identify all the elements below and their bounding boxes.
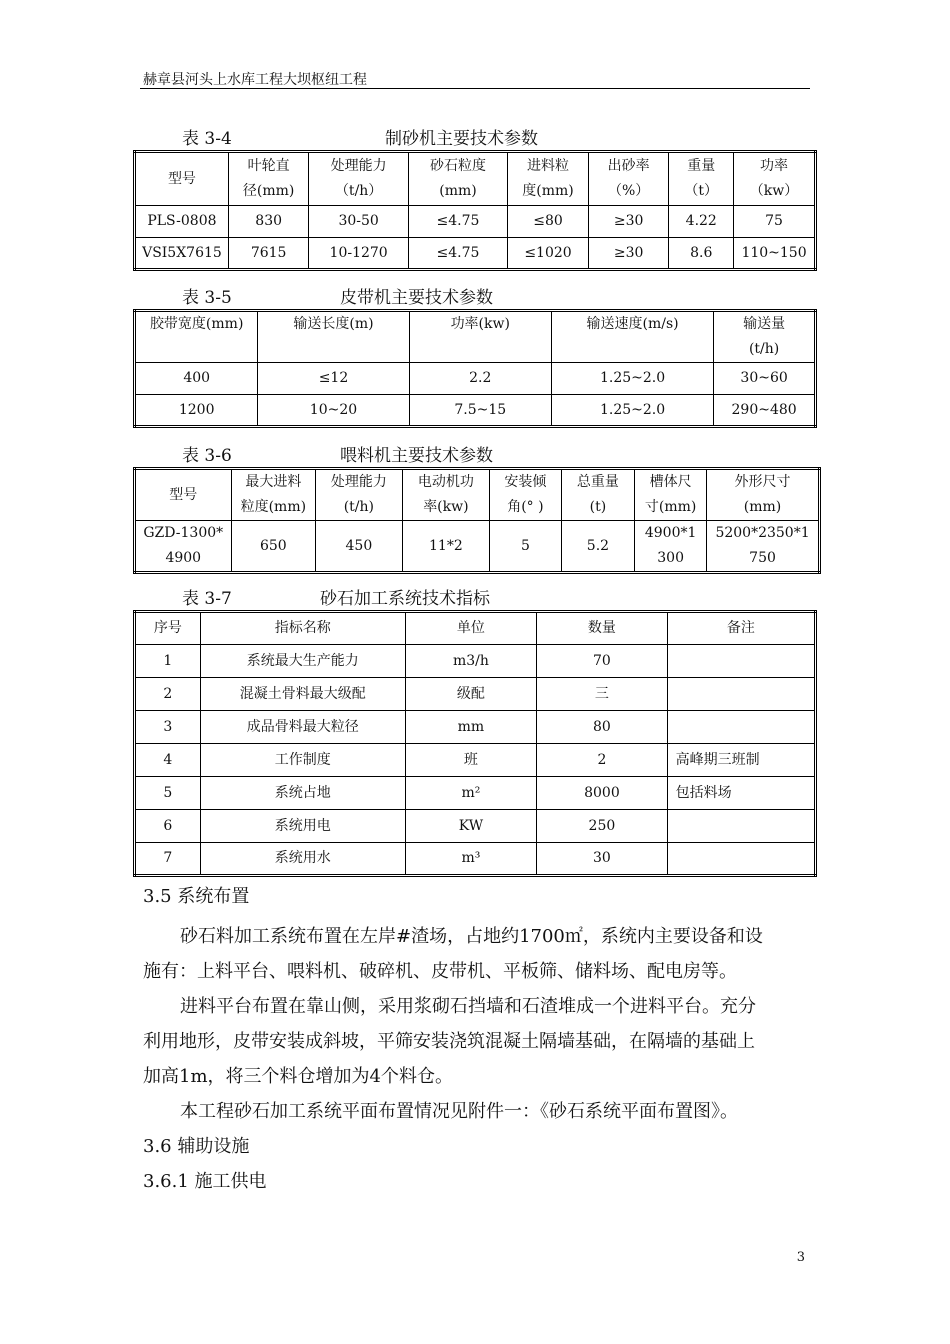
table-3-5-cell — [551, 395, 713, 427]
table-3-7-cell-text: 250 — [588, 817, 616, 834]
table-row — [135, 521, 820, 573]
table-3-7-header-cell — [405, 612, 536, 645]
table-3-6-header-cell-text: 安装倾 — [504, 474, 547, 490]
table-3-5-cell — [258, 363, 409, 395]
header-divider — [140, 88, 810, 89]
table-3-6-header-cell-text: 外形尺寸 — [734, 474, 791, 490]
table-3-6-header-cell-text: 型号 — [169, 486, 198, 503]
table-3-7-cell — [667, 711, 815, 744]
table-3-4-header-cell-text: 功率 — [760, 158, 789, 174]
table-row — [135, 843, 816, 876]
table-3-6 — [133, 467, 821, 574]
table-3-5-cell-text: 30~60 — [740, 370, 788, 386]
paragraph-2-line-3: 加高1m，将三个料仓增加为4个料仓。 — [143, 1066, 453, 1087]
table-3-4-cell — [228, 206, 309, 238]
table-3-5-cell-text: 1.25~2.0 — [599, 401, 666, 418]
table-3-4-cell — [508, 238, 589, 270]
paragraph-3: 本工程砂石加工系统平面布置情况见附件一：《砂石系统平面布置图》。 — [180, 1101, 738, 1122]
table-3-7-cell-text: 系统用电 — [274, 817, 331, 834]
table-3-7-cell — [405, 645, 536, 678]
table-3-7-cell-text: 高峰期三班制 — [675, 751, 760, 768]
table-3-7-cell — [537, 843, 667, 876]
table-3-4-cell-text: ≤4.75 — [436, 213, 480, 229]
table-3-6-cell-text: 750 — [749, 550, 776, 566]
table-3-6-header-cell — [635, 469, 707, 521]
table-3-6-cell — [490, 521, 562, 573]
table-3-7-cell — [135, 645, 201, 678]
table-3-7-cell-text: 系统最大生产能力 — [246, 652, 359, 669]
table-3-4-header-cell-text: 进料粒 — [527, 158, 569, 174]
table-3-6-header-cell-text: 角(° ) — [507, 499, 544, 515]
table-3-7-cell — [537, 744, 667, 777]
table-3-7-cell-text: m³ — [461, 850, 481, 866]
table-3-6-header-cell — [316, 469, 403, 521]
table-3-7-cell — [200, 777, 405, 810]
table-3-7-cell-text: 80 — [593, 718, 611, 735]
table-3-7-cell — [537, 645, 667, 678]
table-3-4-cell-text: 8.6 — [690, 244, 713, 261]
table-3-4-label: 表 3-4 — [182, 129, 232, 149]
section-3-6-1-heading: 3.6.1 施工供电 — [143, 1171, 267, 1192]
table-3-7-cell-text: KW — [458, 817, 484, 834]
table-3-5-cell-text: 400 — [183, 370, 211, 386]
table-3-6-header-cell — [561, 469, 635, 521]
table-3-4-header-cell-text: 型号 — [167, 170, 196, 187]
table-3-4-header-cell-text: （%） — [607, 183, 650, 199]
table-3-5-cell — [135, 395, 258, 427]
table-3-6-cell-text: 450 — [345, 537, 373, 554]
table-3-7-cell — [405, 777, 536, 810]
table-3-5-cell — [714, 363, 816, 395]
table-3-4-header-cell-text: 度(mm) — [522, 183, 574, 199]
table-3-4-header-cell-text: 径(mm) — [242, 183, 295, 199]
table-3-5-cell-text: 2.2 — [469, 370, 492, 386]
table-3-4-cell-text: 7615 — [250, 244, 287, 261]
table-3-7-header-cell — [135, 612, 201, 645]
table-3-5-header-cell — [409, 311, 551, 363]
table-3-5-header-cell — [551, 311, 713, 363]
table-3-5-header-cell — [714, 311, 816, 363]
table-3-4-title: 制砂机主要技术参数 — [385, 129, 538, 149]
table-row — [135, 777, 816, 810]
table-3-4-cell — [508, 206, 589, 238]
table-3-6-title: 喂料机主要技术参数 — [340, 446, 493, 466]
table-3-4-cell — [588, 206, 669, 238]
table-3-7-cell — [405, 711, 536, 744]
table-3-6-header-cell — [135, 469, 232, 521]
table-3-7-cell — [537, 678, 667, 711]
table-3-7-cell-text: 4 — [163, 751, 173, 768]
table-3-6-cell — [561, 521, 635, 573]
table-3-4-cell — [408, 238, 507, 270]
table-3-7-cell — [405, 843, 536, 876]
table-3-4-cell-text: VSI5X7615 — [142, 244, 222, 261]
table-3-4-header-cell — [508, 152, 589, 206]
table-3-7-cell-text: 班 — [463, 751, 478, 768]
table-3-7-cell-text: 3 — [163, 718, 173, 735]
table-header-row — [135, 612, 816, 645]
table-3-7-cell-text: 70 — [593, 652, 611, 669]
table-3-6-header-cell — [707, 469, 820, 521]
table-3-5-cell — [135, 363, 258, 395]
table-3-4-header-cell-text: 叶轮直 — [247, 158, 290, 174]
table-3-4-cell — [588, 238, 669, 270]
table-3-6-cell — [231, 521, 316, 573]
table-3-7-cell — [537, 777, 667, 810]
table-3-7-cell — [135, 777, 201, 810]
table-3-4-header-cell-text: 砂石粒度 — [430, 158, 486, 174]
table-3-7-cell — [135, 810, 201, 843]
table-3-4-header-cell — [669, 152, 734, 206]
table-3-5-header-cell-text: 功率(kw) — [450, 316, 510, 332]
table-row — [135, 678, 816, 711]
table-3-7-cell-text: 系统占地 — [274, 784, 331, 801]
table-3-6-cell-text: GZD-1300* — [143, 525, 224, 541]
table-3-4-cell-text: 110~150 — [741, 244, 807, 261]
table-3-5-header-cell-text: 胶带宽度(mm) — [149, 316, 244, 332]
table-3-7-cell — [135, 678, 201, 711]
section-3-6-heading: 3.6 辅助设施 — [143, 1136, 250, 1157]
table-3-5-header-cell — [135, 311, 258, 363]
table-3-6-header-cell-text: (t) — [589, 499, 607, 515]
table-3-7-cell — [667, 777, 815, 810]
table-3-4-cell-text: ≤1020 — [524, 244, 572, 261]
table-3-6-label: 表 3-6 — [182, 446, 232, 466]
table-3-4-cell-text: ≤80 — [533, 213, 563, 229]
table-3-6-header-cell — [231, 469, 316, 521]
table-3-6-cell-text: 11*2 — [429, 537, 463, 554]
table-3-7-header-cell — [667, 612, 815, 645]
table-3-7-cell-text: 级配 — [456, 685, 485, 702]
table-3-7-cell — [200, 645, 405, 678]
table-3-7-cell — [667, 678, 815, 711]
table-3-7-cell — [405, 810, 536, 843]
table-3-7-cell-text: 6 — [163, 817, 173, 834]
table-3-7-cell — [200, 744, 405, 777]
table-3-6-cell-text: 300 — [657, 550, 684, 566]
table-3-6-cell — [316, 521, 403, 573]
table-3-7-cell — [405, 744, 536, 777]
table-3-6-cell-text: 5.2 — [586, 537, 610, 554]
table-3-4-cell-text: ≥30 — [613, 213, 644, 229]
table-row — [135, 363, 816, 395]
table-3-6-cell — [707, 521, 820, 573]
table-3-7-cell — [667, 645, 815, 678]
table-3-7-cell — [667, 744, 815, 777]
table-3-7-header-cell-text: 序号 — [153, 620, 182, 636]
table-3-7-cell — [667, 810, 815, 843]
table-3-7-label: 表 3-7 — [182, 589, 232, 609]
table-3-4-cell — [669, 238, 734, 270]
table-3-6-header-cell-text: (mm) — [743, 499, 782, 515]
table-row — [135, 810, 816, 843]
table-3-5-header-cell-text: 输送量 — [743, 316, 786, 332]
table-3-6-header-cell-text: 率(kw) — [423, 499, 469, 515]
table-3-4-cell-text: 830 — [255, 213, 283, 229]
table-3-7-cell-text: 1 — [163, 652, 173, 669]
table-3-5-header-cell-text: 输送长度(m) — [293, 316, 374, 332]
table-3-4-cell — [669, 206, 734, 238]
table-3-7-cell-text: m² — [461, 784, 481, 801]
table-3-6-header-cell-text: 粒度(mm) — [240, 499, 307, 515]
table-3-7-cell — [200, 711, 405, 744]
table-3-7-cell-text: 8000 — [584, 784, 620, 801]
paragraph-2-line-1: 进料平台布置在靠山侧，采用浆砌石挡墙和石渣堆成一个进料平台。充分 — [180, 996, 756, 1017]
table-3-7-cell-text: 5 — [163, 784, 173, 801]
table-3-7-cell-text: 成品骨料最大粒径 — [246, 718, 359, 735]
table-3-5-cell-text: 10~20 — [309, 401, 358, 418]
table-3-7-header-cell-text: 数量 — [587, 620, 616, 636]
table-3-7-cell — [135, 711, 201, 744]
table-3-7-cell — [135, 843, 201, 876]
table-3-7-cell — [667, 843, 815, 876]
table-3-4-cell-text: 75 — [765, 213, 783, 229]
table-3-4-cell — [408, 206, 507, 238]
table-3-5-header-cell-text: (t/h) — [748, 341, 780, 357]
table-3-6-cell-text: 5 — [520, 537, 530, 554]
section-3-5-heading: 3.5 系统布置 — [143, 886, 250, 907]
table-3-4-cell — [135, 206, 229, 238]
table-3-6-cell — [635, 521, 707, 573]
table-3-6-cell-text: 650 — [259, 537, 287, 554]
table-3-5 — [133, 309, 817, 428]
table-3-4-header-cell — [588, 152, 669, 206]
table-row — [135, 744, 816, 777]
table-3-4-header-cell — [228, 152, 309, 206]
table-3-7-cell — [405, 678, 536, 711]
table-3-5-cell — [258, 395, 409, 427]
table-row — [135, 395, 816, 427]
table-3-7-cell — [135, 744, 201, 777]
table-3-4-header-cell-text: （kw） — [749, 183, 799, 199]
table-3-4-header-cell — [408, 152, 507, 206]
table-3-4-header-cell — [734, 152, 816, 206]
table-3-5-cell-text: 1200 — [178, 401, 215, 418]
table-row — [135, 711, 816, 744]
table-3-5-cell-text: ≤12 — [318, 370, 349, 386]
table-3-7-cell-text: mm — [457, 718, 485, 735]
page-header: 赫章县河头上水库工程大坝枢纽工程 — [143, 72, 367, 88]
table-row — [135, 238, 816, 270]
table-3-4-cell-text: ≥30 — [613, 244, 644, 261]
table-3-5-cell-text: 1.25~2.0 — [599, 370, 666, 386]
table-3-6-cell-text: 4900 — [165, 550, 202, 566]
table-3-4-header-cell-text: 出砂率 — [607, 158, 650, 174]
table-3-5-header-cell — [258, 311, 409, 363]
table-3-7-cell-text: 2 — [163, 685, 173, 702]
table-3-5-cell-text: 7.5~15 — [454, 401, 507, 418]
table-3-5-cell — [551, 363, 713, 395]
table-3-4-cell — [309, 206, 408, 238]
table-3-4-cell-text: ≤4.75 — [436, 244, 480, 261]
table-3-4-cell-text: 10-1270 — [329, 244, 388, 261]
table-3-4-header-cell — [135, 152, 229, 206]
paragraph-1-line-1: 砂石料加工系统布置在左岸#渣场，占地约1700㎡，系统内主要设备和设 — [180, 926, 763, 947]
table-3-7 — [133, 610, 817, 877]
table-3-4-cell-text: 4.22 — [685, 213, 717, 229]
table-3-5-cell — [409, 363, 551, 395]
table-3-6-cell-text: 4900*1 — [644, 525, 697, 541]
table-3-4-header-cell-text: （t） — [684, 183, 719, 199]
table-3-7-cell-text: 工作制度 — [274, 751, 331, 768]
table-3-7-cell-text: 包括料场 — [675, 784, 732, 801]
table-3-7-cell-text: 7 — [163, 850, 173, 866]
table-3-4-header-cell — [309, 152, 408, 206]
table-3-7-cell — [200, 678, 405, 711]
table-3-4-cell-text: 30-50 — [338, 213, 379, 229]
table-3-7-cell — [200, 810, 405, 843]
page-number: 3 — [796, 1250, 805, 1265]
table-3-7-cell-text: 30 — [593, 850, 611, 866]
table-3-5-label: 表 3-5 — [182, 288, 232, 308]
table-3-4-header-cell-text: 重量 — [687, 158, 716, 174]
table-3-4-header-cell-text: (mm) — [439, 183, 477, 199]
table-3-4-header-cell-text: （t/h） — [334, 183, 383, 199]
table-3-4-cell — [228, 238, 309, 270]
table-3-7-header-cell-text: 指标名称 — [274, 620, 331, 636]
table-3-7-cell-text: 混凝土骨料最大级配 — [239, 685, 366, 702]
table-3-6-header-cell — [490, 469, 562, 521]
table-3-7-header-cell — [200, 612, 405, 645]
table-3-4-cell — [734, 238, 816, 270]
table-3-4-header-cell-text: 处理能力 — [330, 158, 387, 174]
table-3-4-cell-text: PLS-0808 — [147, 213, 217, 229]
table-3-6-header-cell-text: 寸(mm) — [644, 499, 697, 515]
table-3-7-cell-text: 系统用水 — [274, 850, 331, 866]
table-3-5-cell-text: 290~480 — [731, 401, 797, 418]
table-3-7-header-cell-text: 单位 — [456, 620, 485, 636]
table-3-6-header-cell-text: 总重量 — [576, 474, 619, 490]
table-3-6-header-cell-text: 电动机功 — [417, 474, 474, 490]
table-3-7-cell — [537, 810, 667, 843]
table-3-4-cell — [309, 238, 408, 270]
table-3-7-cell-text: 三 — [594, 685, 609, 702]
table-3-4 — [133, 150, 817, 271]
paragraph-2-line-2: 利用地形，皮带安装成斜坡，平筛安装浇筑混凝土隔墙基础，在隔墙的基础上 — [143, 1031, 755, 1052]
table-3-5-header-cell-text: 输送速度(m/s) — [586, 316, 679, 332]
table-3-6-cell — [402, 521, 490, 573]
table-3-7-header-cell-text: 备注 — [726, 620, 755, 636]
table-3-6-header-cell — [402, 469, 490, 521]
table-3-6-header-cell-text: 槽体尺 — [649, 474, 692, 490]
table-3-7-cell — [200, 843, 405, 876]
table-3-5-cell — [409, 395, 551, 427]
table-3-7-header-cell — [537, 612, 667, 645]
table-3-4-cell — [734, 206, 816, 238]
table-row — [135, 206, 816, 238]
table-3-7-cell-text: 2 — [597, 751, 607, 768]
table-row — [135, 645, 816, 678]
table-3-6-cell — [135, 521, 232, 573]
table-3-5-title: 皮带机主要技术参数 — [340, 288, 493, 308]
table-3-7-cell — [537, 711, 667, 744]
table-3-6-header-cell-text: 处理能力 — [330, 474, 387, 490]
table-3-5-cell — [714, 395, 816, 427]
table-3-6-cell-text: 5200*2350*1 — [715, 525, 810, 541]
table-3-6-header-cell-text: (t/h) — [343, 499, 375, 515]
table-3-6-header-cell-text: 最大进料 — [245, 474, 302, 490]
table-3-7-title: 砂石加工系统技术指标 — [320, 589, 490, 609]
paragraph-1-line-2: 施有：上料平台、喂料机、破碎机、皮带机、平板筛、储料场、配电房等。 — [143, 961, 737, 982]
table-3-7-cell-text: m3/h — [452, 652, 489, 669]
table-3-4-cell — [135, 238, 229, 270]
